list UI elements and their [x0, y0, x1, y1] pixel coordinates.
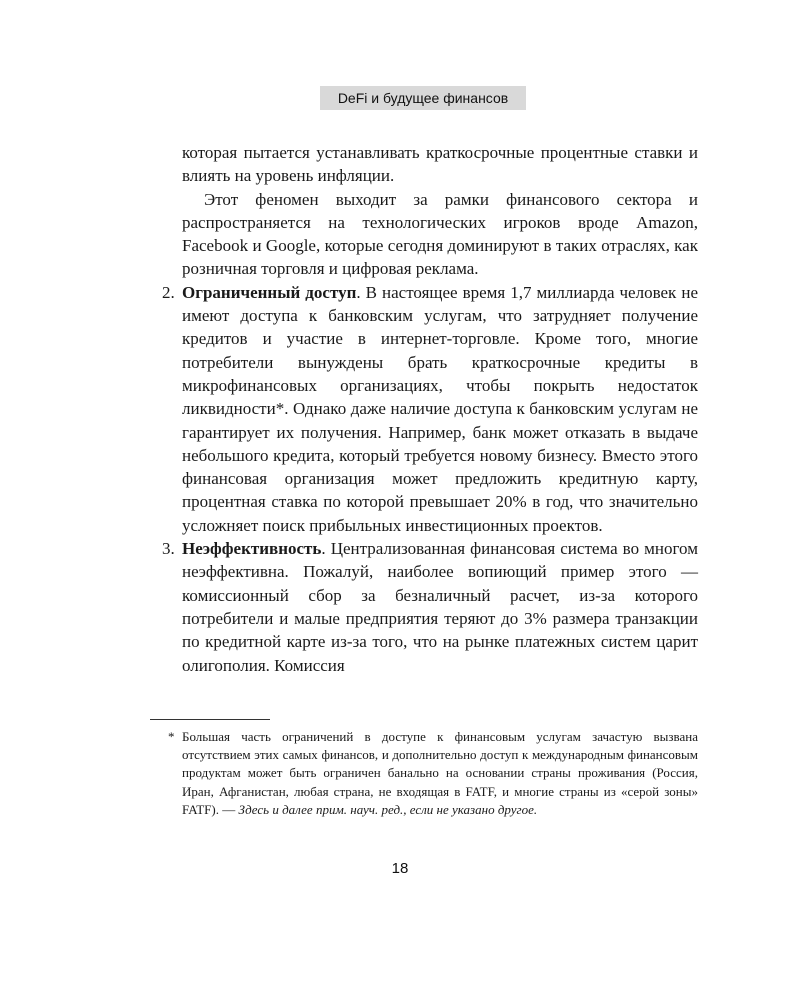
list-item-number: 3.	[162, 539, 175, 559]
page-number: 18	[391, 860, 409, 877]
running-header: DeFi и будущее финансов	[320, 86, 526, 110]
list-item-inefficiency	[162, 537, 698, 677]
list-item-limited-access	[162, 281, 698, 537]
footnote-mark: *	[168, 729, 175, 744]
footnote-editor-note: Здесь и далее прим. науч. ред., если не указано другое.	[238, 801, 538, 817]
paragraph-continuation: которая пытается устанавливать краткосрочные процентные ставки и влиять на уровень инфляции.	[182, 143, 698, 186]
paragraph-phenomenon: Этот феномен выходит за рамки финансового сектора и распространяется на технологических игроков вроде Amazon, Facebook и Google, которые сегодня доминируют в таких отраслях, как розничная торговля и цифровая реклама.	[182, 189, 698, 279]
body-text	[162, 141, 698, 677]
footnote-text: Большая часть ограничений в доступе к финансовым услугам зачастую вызвана отсутствием этих самых финансов, и дополнительно доступ к международным финансовым продуктам может быть ограничен банально на основании страны проживания (Россия, Иран, Афганистан, любая страна, не входящая в FATF, и многие страны из «серой зоны» FATF). —	[182, 729, 698, 817]
list-item-number: 2.	[162, 282, 175, 302]
footnote-divider	[150, 719, 270, 720]
footnote	[168, 728, 698, 819]
list-item-text: . Централизованная финансовая система во многом неэффективна. Пожалуй, наиболее вопиющий пример этого — комиссионный сбор за безналичный расчет, из-за которого потребители и малые предприятия теряют до 3% размера транзакции по кредитной карте из-за того, что на рынке платежных систем царит олигополия. Комиссия	[182, 539, 698, 675]
list-item-text: . В настоящее время 1,7 миллиарда человек не имеют доступа к банковским услугам, что затрудняет получение кредитов и участие в интернет-торговле. Кроме того, многие потребители вынуждены брать краткосрочные кредиты в микрофинансовых организациях, чтобы покрыть недостаток ликвидности*. Однако даже наличие доступа к банковским услугам не гарантирует их получения. Например, банк может отказать в выдаче небольшого кредита, который требуется новому бизнесу. Вместо этого финансовая организация может предложить кредитную карту, процентная ставка по которой превышает 20% в год, что значительно усложняет поиск прибыльных инвестиционных проектов.	[182, 282, 698, 535]
list-item-title: Неэффективность	[182, 539, 322, 559]
list-item-title: Ограниченный доступ	[182, 282, 357, 302]
